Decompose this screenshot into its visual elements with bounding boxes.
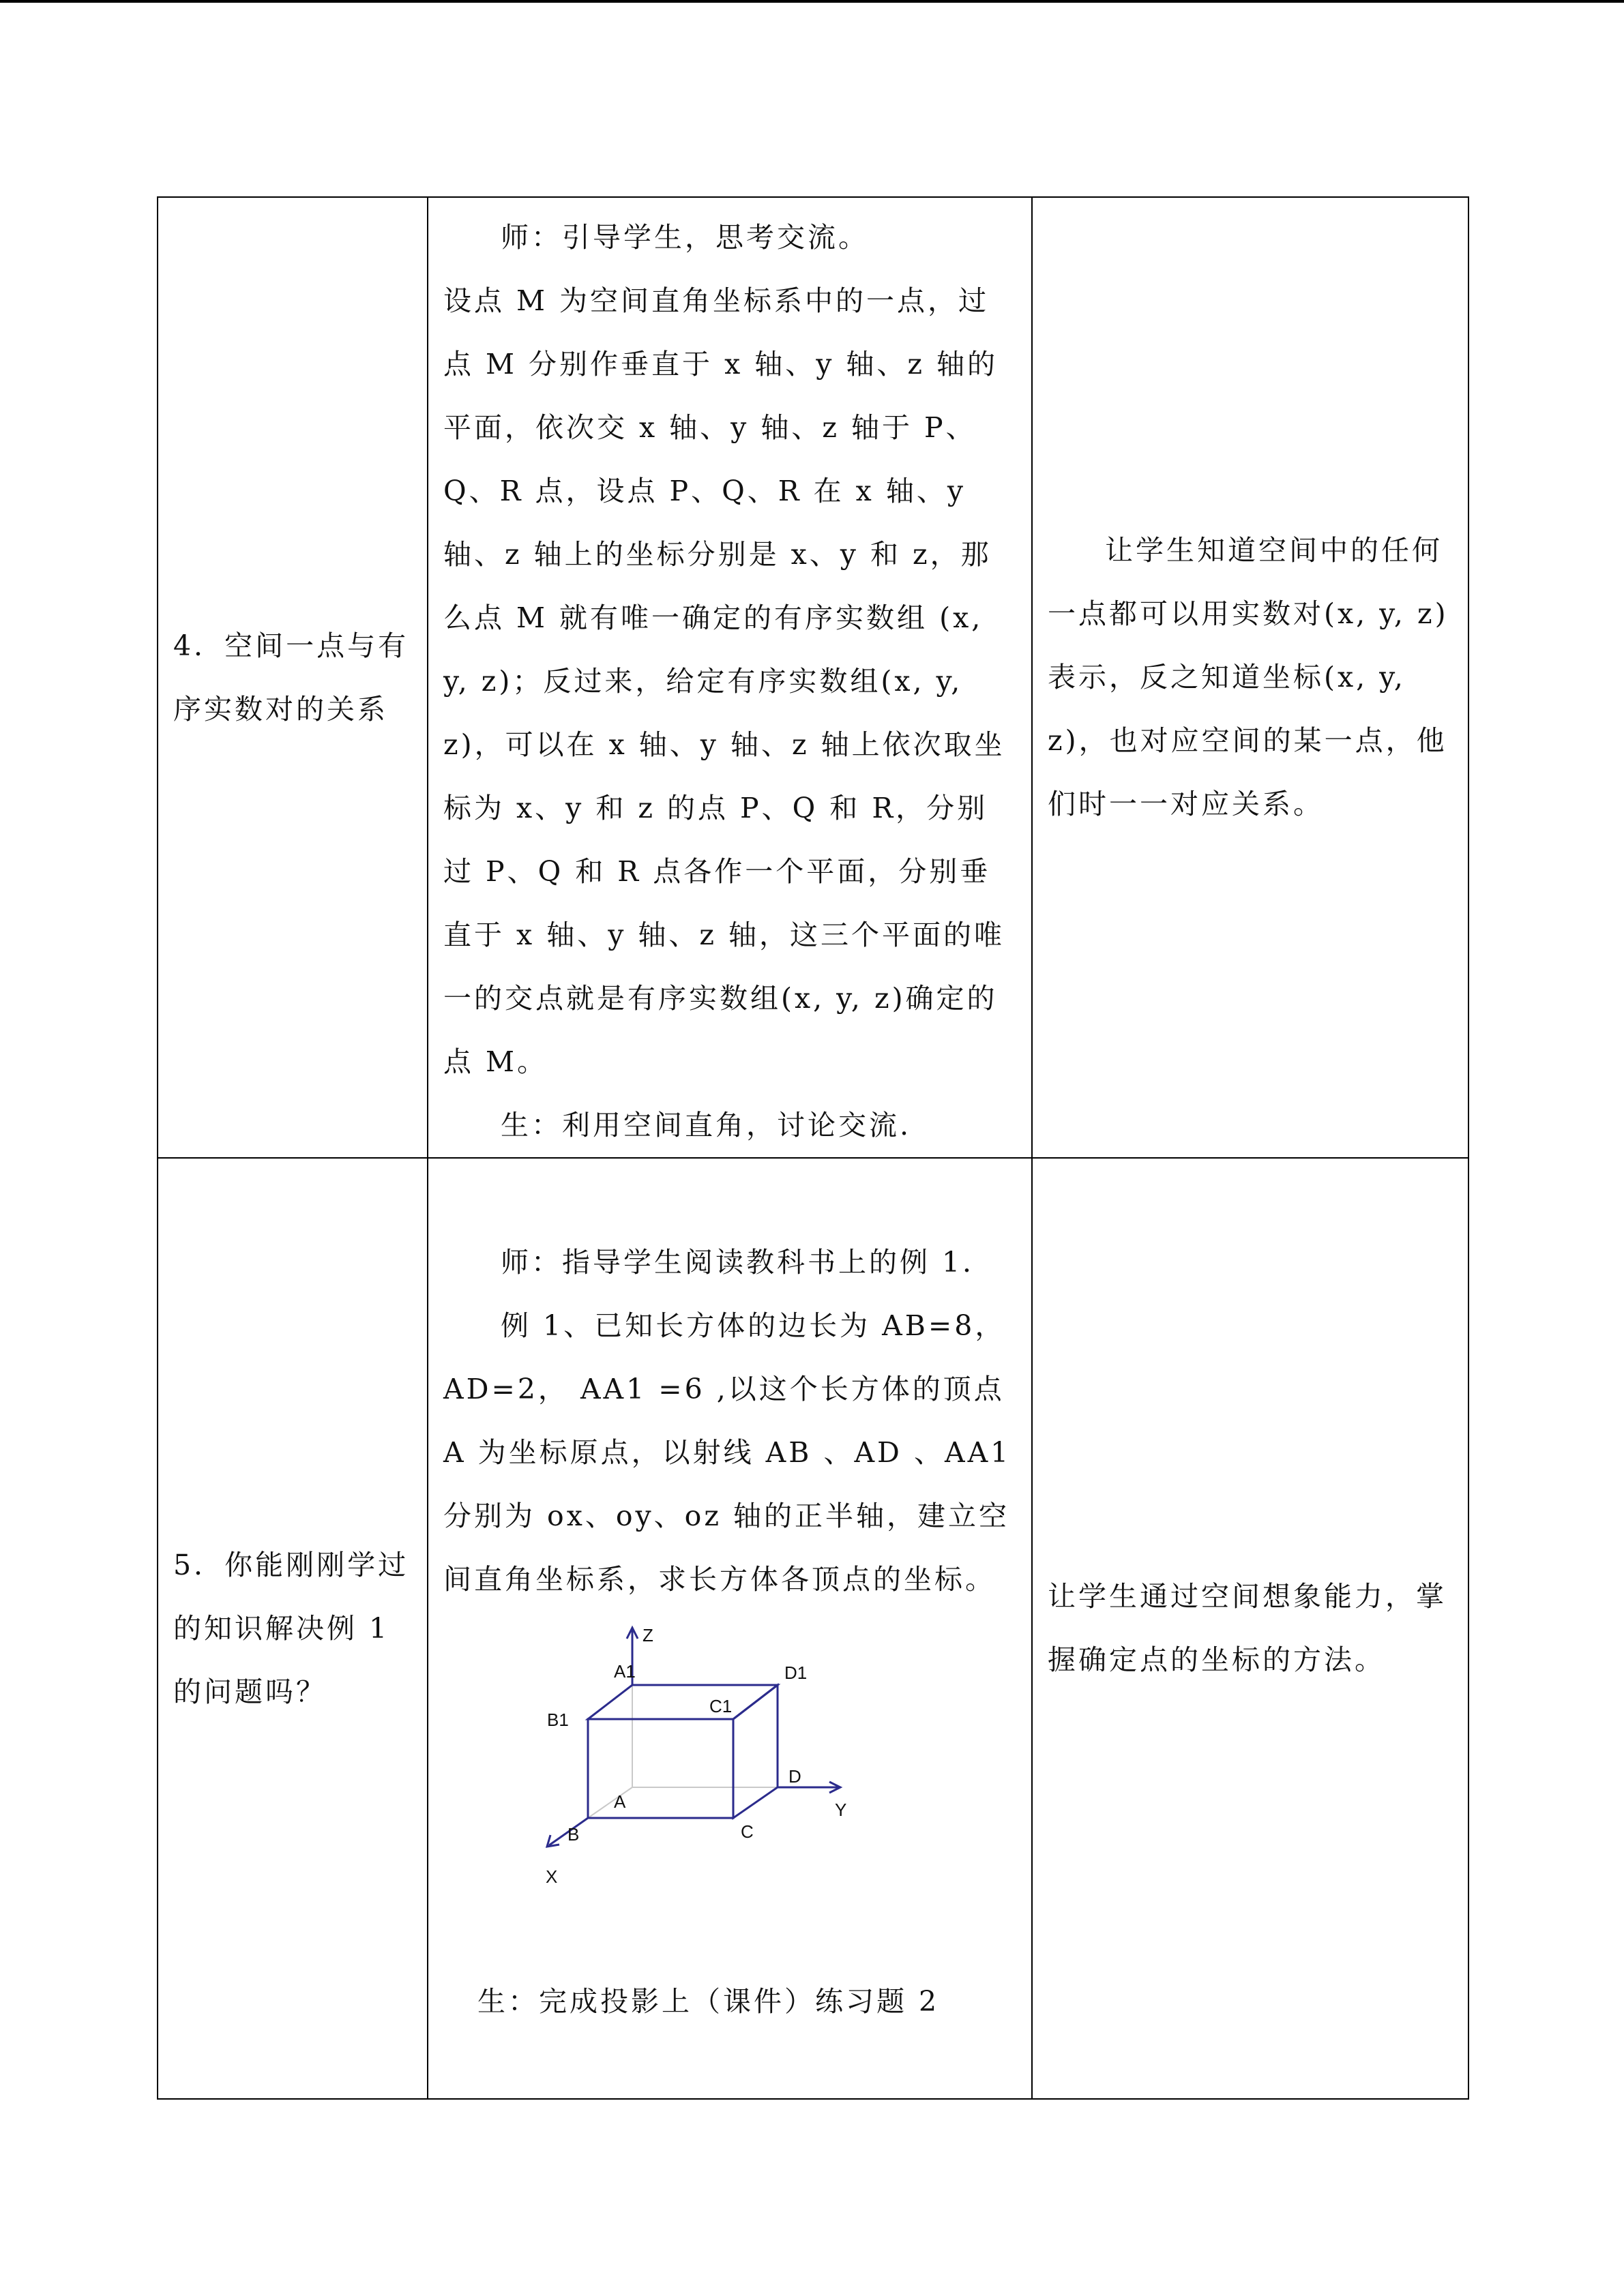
teacher-line: 师：指导学生阅读教科书上的例 1． <box>501 1245 994 1279</box>
vertex-d1-label: D1 <box>784 1662 808 1683</box>
right-face <box>733 1685 778 1818</box>
topic-text: 5．你能刚刚学过的知识解决例 1 的问题吗？ <box>173 1548 409 1708</box>
top-border-line <box>0 0 1624 3</box>
table-row <box>158 1158 1468 2099</box>
activity-cell <box>428 197 1032 1158</box>
teacher-line: 师：引导学生，思考交流。 <box>501 221 869 254</box>
explanation-paragraph: 设点 M 为空间直角坐标系中的一点，过点 M 分别作垂直于 x 轴、y 轴、z 轴的平面，依次交 x 轴、y 轴、z 轴于 P、Q、R 点，设点 P、Q、R 在 x 轴、y 轴、z 轴上的坐标分别是 x、y 和 z，那么点 M 就有唯一确定的有序实数组 (x, y, z)；反过来，给定有序实数组(x, y, z)，可以在 x 轴、y 轴、z 轴上依次取坐标为 x、y 和 z 的点 P、Q 和 R，分别过 P、Q 和 R 点各作一个平面，分别垂直于 x 轴、y 轴、z 轴，这三个平面的唯一的交点就是有序实数组(x, y, z)确定的点 M。 <box>443 284 1005 1078</box>
intent-text: 让学生通过空间想象能力，掌握确定点的坐标的方法。 <box>1048 1580 1447 1676</box>
top-face <box>588 1685 778 1719</box>
vertex-a-label: A <box>614 1791 626 1812</box>
lesson-table <box>157 196 1469 2100</box>
y-label: Y <box>835 1799 847 1820</box>
intent-cell <box>1032 1158 1468 2099</box>
intent-text: 让学生知道空间中的任何一点都可以用实数对(x, y, z)表示，反之知道坐标(x, y, z)，也对应空间的某一点，他们时一一对应关系。 <box>1048 534 1449 820</box>
vertex-b-label: B <box>567 1823 580 1845</box>
topic-cell <box>158 1158 428 2099</box>
x-label: X <box>546 1866 558 1887</box>
vertex-c1-label: C1 <box>709 1695 733 1716</box>
student-line: 生：利用空间直角，讨论交流. <box>501 1109 912 1142</box>
topic-text: 4．空间一点与有序实数对的关系 <box>173 629 409 726</box>
example-paragraph: 例 1、已知长方体的边长为 AB=8，AD=2， AA1 =6 ,以这个长方体的顶点 A 为坐标原点，以射线 AB 、AD 、AA1 分别为 ox、oy、oz 轴的正半轴，建立空间直角坐标系，求长方体各顶点的坐标。 <box>443 1309 1012 1596</box>
cuboid-diagram <box>525 1615 894 1888</box>
intent-cell <box>1032 197 1468 1158</box>
vertex-c-label: C <box>741 1821 754 1842</box>
vertex-b1-label: B1 <box>547 1709 569 1730</box>
z-label: Z <box>643 1624 653 1645</box>
activity-cell <box>428 1158 1032 2099</box>
table-row <box>158 197 1468 1158</box>
vertex-a1-label: A1 <box>614 1660 636 1682</box>
student-line: 生：完成投影上（课件）练习题 2 <box>477 1984 940 2018</box>
vertex-d-label: D <box>788 1765 801 1787</box>
topic-cell <box>158 197 428 1158</box>
